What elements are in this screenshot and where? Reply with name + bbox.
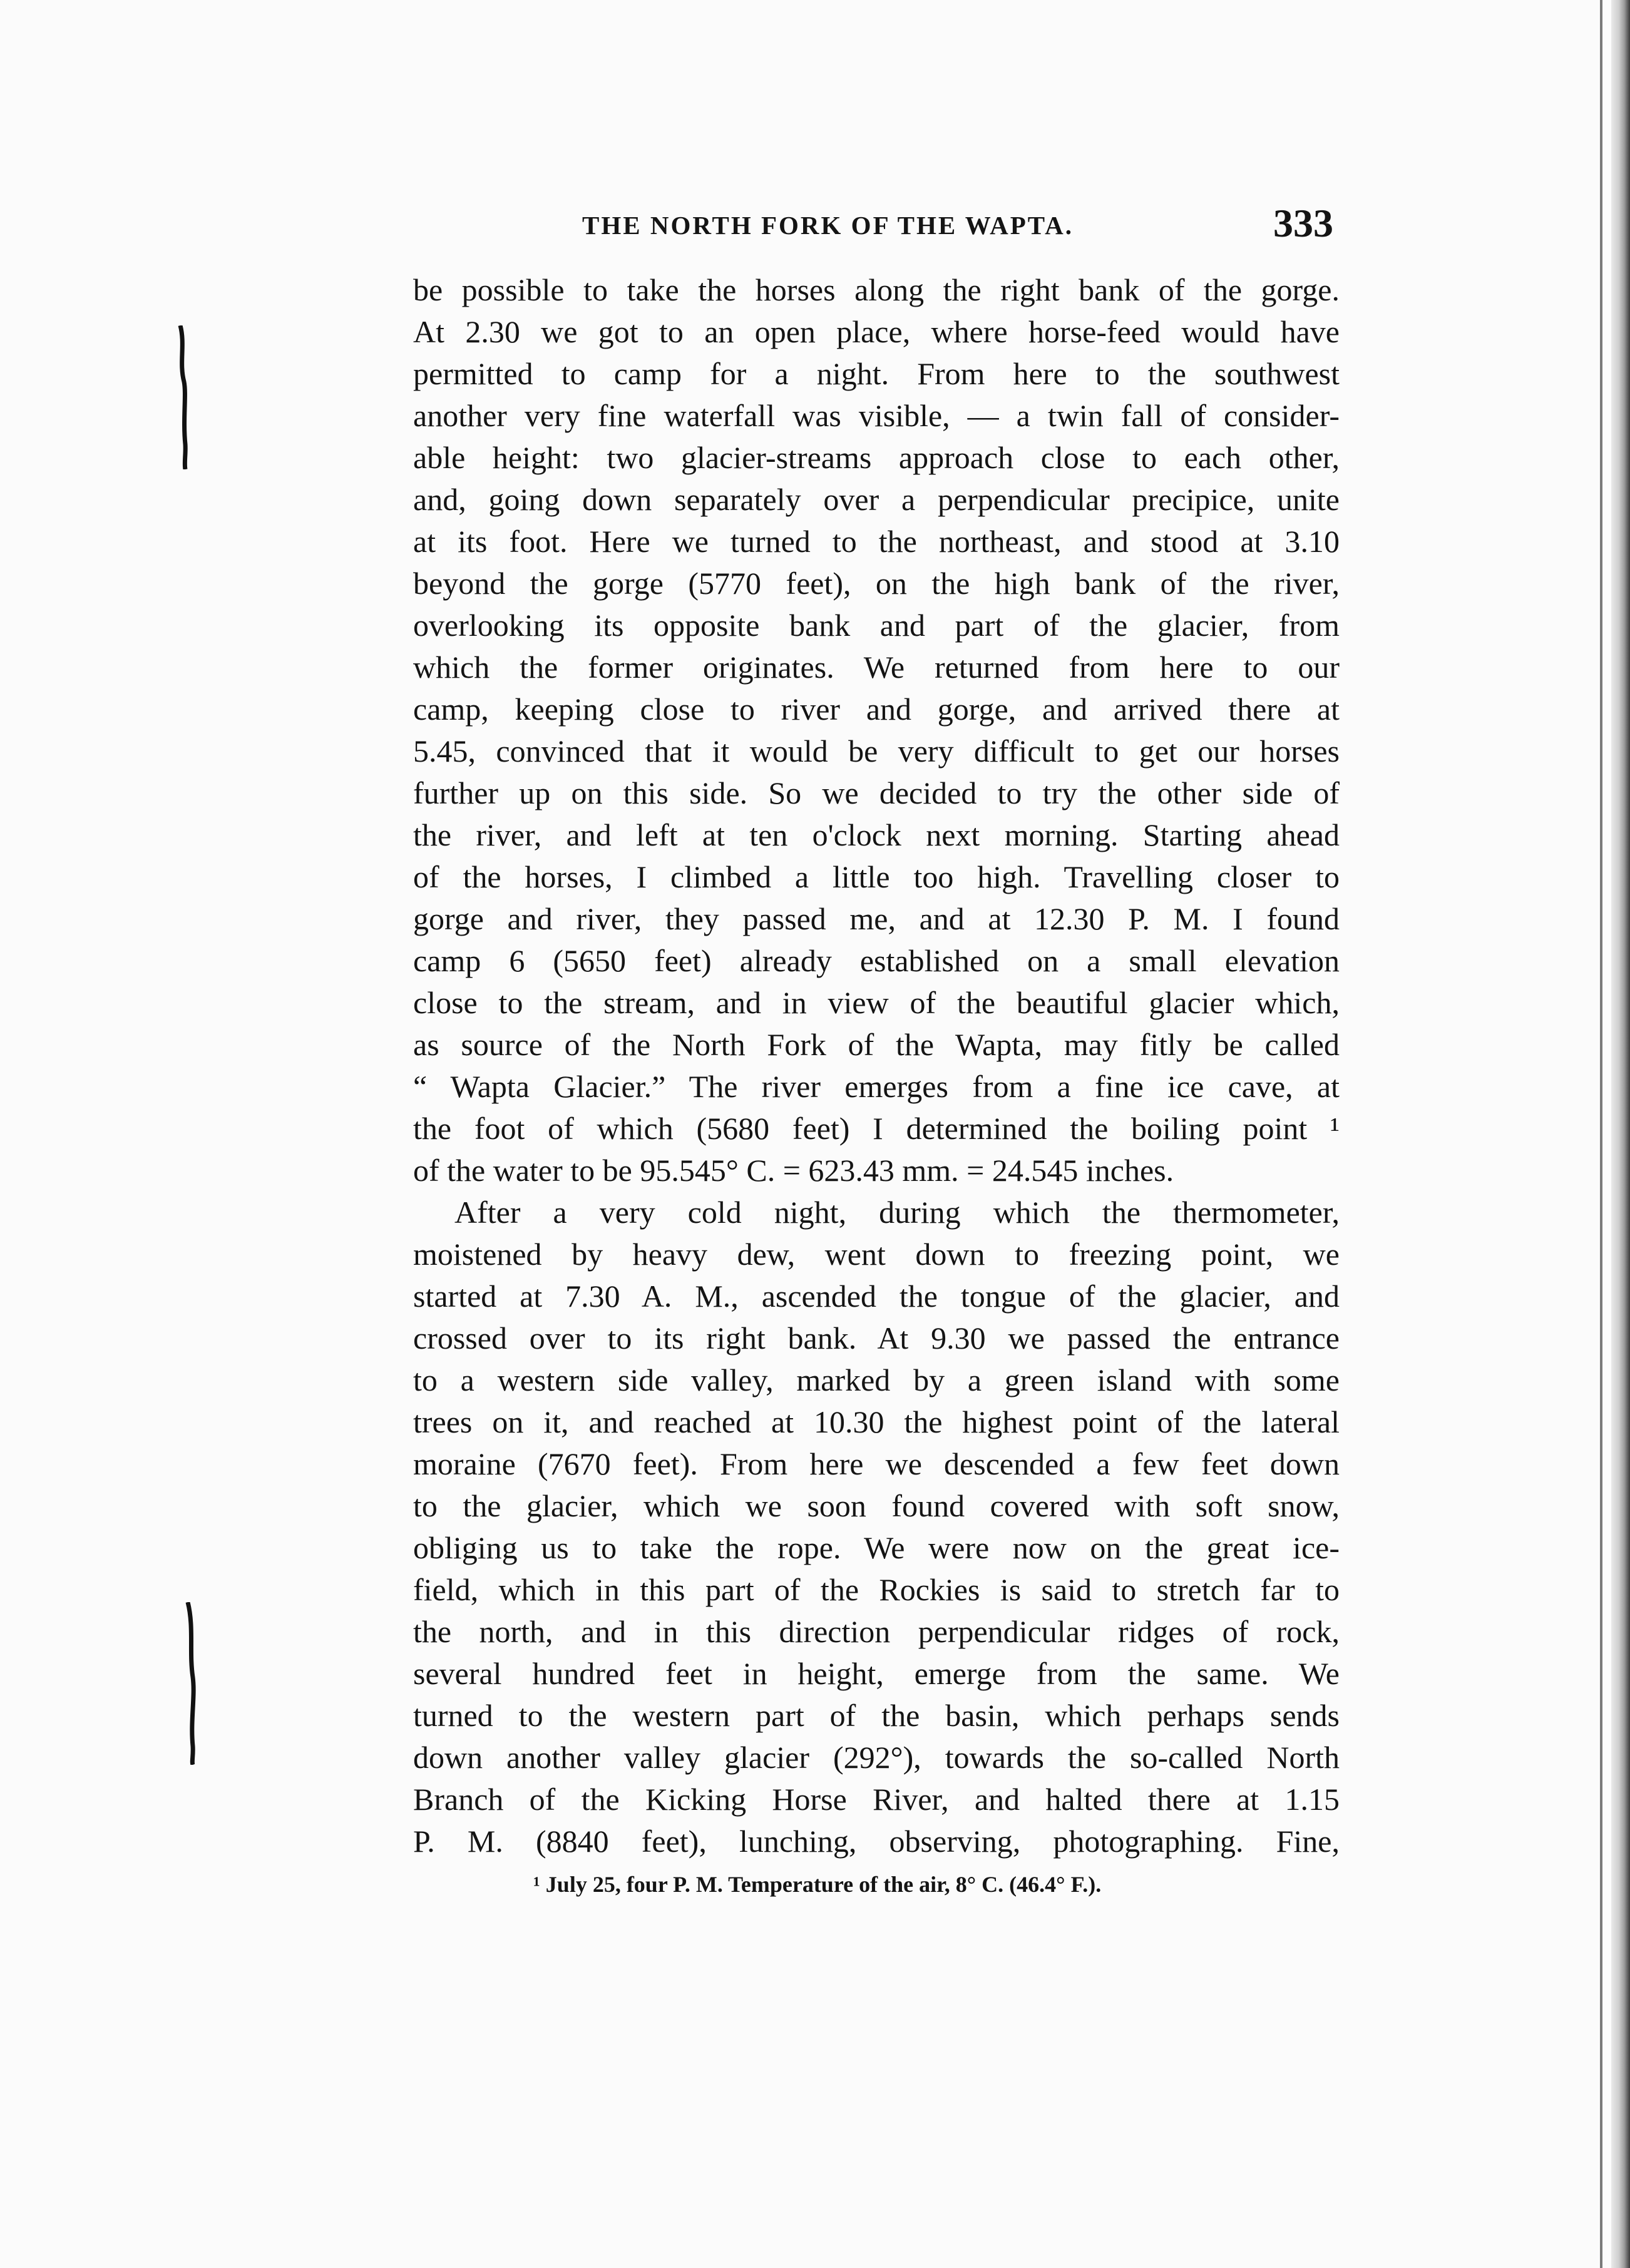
text-line: close to the stream, and in view of the beautiful glacier which,	[413, 985, 1340, 1020]
text-line: which the former originates. We returned from here to our	[413, 650, 1340, 685]
text-line: to the glacier, which we soon found covered with soft snow,	[413, 1488, 1340, 1523]
footnote: ¹ July 25, four P. M. Temperature of the air, 8° C. (46.4° F.).	[533, 1872, 1102, 1897]
binding-thread-mark-top	[177, 325, 190, 469]
paragraph	[413, 269, 1340, 1192]
text-line: camp, keeping close to river and gorge, and arrived there at	[413, 692, 1340, 727]
text-line: the river, and left at ten o'clock next morning. Starting ahead	[413, 817, 1340, 852]
text-line: moistened by heavy dew, went down to freezing point, we	[413, 1237, 1340, 1272]
text-line: camp 6 (5650 feet) already established on a small elevation	[413, 943, 1340, 978]
page-header	[413, 200, 1333, 250]
text-line: down another valley glacier (292°), towards the so-called North	[413, 1740, 1340, 1775]
text-line: 5.45, convinced that it would be very difficult to get our horses	[413, 733, 1340, 769]
text-line: At 2.30 we got to an open place, where horse-feed would have	[413, 314, 1340, 349]
paragraph	[413, 1192, 1340, 1862]
binding-thread-mark-bottom	[185, 1602, 199, 1765]
page-edge	[1611, 0, 1630, 2268]
text-line: as source of the North Fork of the Wapta, may fitly be called	[413, 1027, 1340, 1062]
page-number: 333	[1273, 201, 1333, 245]
text-line: to a western side valley, marked by a green island with some	[413, 1362, 1340, 1397]
text-line: obliging us to take the rope. We were now on the great ice-	[413, 1530, 1340, 1565]
body-text	[413, 269, 1340, 1862]
text-line: trees on it, and reached at 10.30 the highest point of the lateral	[413, 1404, 1340, 1439]
text-line: crossed over to its right bank. At 9.30 we passed the entrance	[413, 1320, 1340, 1356]
text-line: several hundred feet in height, emerge from the same. We	[413, 1656, 1340, 1691]
text-line: moraine (7670 feet). From here we descended a few feet down	[413, 1446, 1340, 1481]
text-line: Branch of the Kicking Horse River, and halted there at 1.15	[413, 1782, 1340, 1817]
text-line: of the water to be 95.545° C. = 623.43 mm. = 24.545 inches.	[413, 1153, 1174, 1188]
text-line: started at 7.30 A. M., ascended the tongue of the glacier, and	[413, 1279, 1340, 1314]
text-line: further up on this side. So we decided to try the other side of	[413, 775, 1340, 810]
text-line: another very fine waterfall was visible, — a twin fall of consider-	[413, 398, 1340, 433]
text-line: turned to the western part of the basin, which perhaps sends	[413, 1698, 1340, 1733]
text-line: of the horses, I climbed a little too high. Travelling closer to	[413, 859, 1340, 894]
text-line: the north, and in this direction perpendicular ridges of rock,	[413, 1614, 1340, 1649]
text-line: After a very cold night, during which the thermometer,	[454, 1195, 1340, 1230]
text-line: the foot of which (5680 feet) I determined the boiling point ¹	[413, 1111, 1340, 1146]
text-line: permitted to camp for a night. From here to the southwest	[413, 356, 1340, 391]
text-line: at its foot. Here we turned to the northeast, and stood at 3.10	[413, 524, 1340, 559]
text-line: gorge and river, they passed me, and at 12.30 P. M. I found	[413, 901, 1340, 936]
text-line: able height: two glacier-streams approach close to each other,	[413, 440, 1340, 475]
text-line: overlooking its opposite bank and part of the glacier, from	[413, 608, 1340, 643]
text-line: and, going down separately over a perpendicular precipice, unite	[413, 482, 1340, 517]
text-line: beyond the gorge (5770 feet), on the high bank of the river,	[413, 566, 1340, 601]
text-line: P. M. (8840 feet), lunching, observing, photographing. Fine,	[413, 1824, 1340, 1859]
text-line: field, which in this part of the Rockies is said to stretch far to	[413, 1572, 1340, 1607]
text-line: be possible to take the horses along the right bank of the gorge.	[413, 272, 1340, 307]
running-head: THE NORTH FORK OF THE WAPTA.	[582, 211, 1074, 240]
text-line: “ Wapta Glacier.” The river emerges from a fine ice cave, at	[413, 1069, 1340, 1104]
